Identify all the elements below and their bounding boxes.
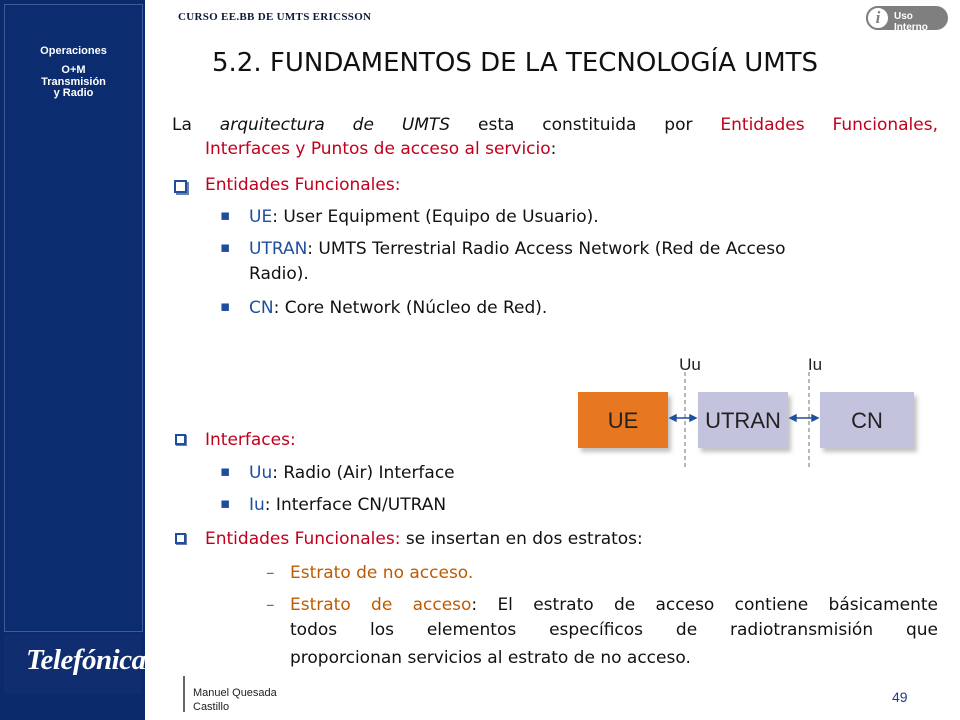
section3-heading-term: Entidades Funcionales: — [205, 529, 401, 549]
estrato-acceso-line-3: proporcionan servicios al estrato de no acceso. — [290, 648, 691, 668]
iu-arrow-icon — [790, 415, 818, 421]
info-icon: i — [866, 6, 890, 30]
square-bullet-icon: ▪ — [220, 462, 231, 480]
sidebar-transmision: Transmisión — [41, 76, 106, 88]
course-header: CURSO EE.BB DE UMTS ERICSSON — [178, 11, 372, 23]
page-number: 49 — [892, 689, 908, 705]
intro-line-2 — [205, 137, 556, 161]
square-bullet-icon: ▪ — [220, 238, 231, 256]
telefonica-logo: Telefónica — [26, 644, 146, 676]
uu-label: Uu — [679, 355, 701, 374]
page-title: 5.2. FUNDAMENTOS DE LA TECNOLOGÍA UMTS — [212, 48, 819, 78]
sidebar-operaciones: Operaciones — [40, 45, 107, 57]
desc-uu: : Radio (Air) Interface — [272, 463, 455, 483]
desc-iu: : Interface CN/UTRAN — [264, 495, 447, 515]
checkbox-bullet-icon — [174, 180, 187, 193]
architecture-diagram — [570, 348, 930, 476]
intro-entidades: Entidades Funcionales, — [720, 115, 938, 135]
cn-label: CN — [851, 408, 883, 433]
author-name-line2: Castillo — [193, 701, 230, 713]
intro-arch: arquitectura de UMTS — [219, 115, 451, 135]
dash-icon: – — [266, 595, 275, 615]
desc-ue: : User Equipment (Equipo de Usuario). — [272, 207, 599, 227]
term-iu: Iu — [249, 495, 265, 515]
term-utran: UTRAN — [249, 239, 308, 259]
square-bullet-icon: ▪ — [220, 297, 231, 315]
section1-item-utran-cont: Radio). — [249, 264, 309, 284]
desc-utran: : UMTS Terrestrial Radio Access Network (Red de Acceso — [307, 239, 786, 259]
uso-interno-badge — [866, 6, 948, 33]
term-cn: CN — [249, 298, 274, 318]
estrato-acceso-term: Estrato de acceso — [290, 595, 472, 615]
desc-cn: : Core Network (Núcleo de Red). — [273, 298, 548, 318]
section2-item-uu — [249, 461, 455, 485]
sidebar-om: O+M — [61, 64, 86, 76]
section2-item-iu — [249, 493, 446, 517]
term-uu: Uu — [249, 463, 273, 483]
footer-divider — [183, 676, 185, 712]
intro-line-1 — [172, 113, 938, 137]
intro-interfaces: Interfaces y Puntos de acceso al servicio — [205, 139, 551, 159]
square-bullet-icon: ▪ — [220, 206, 231, 224]
footer-author — [193, 686, 277, 714]
estrato-acceso-line-1 — [290, 593, 938, 617]
sidebar — [0, 0, 145, 720]
section3-heading-tail: se insertan en dos estratos: — [400, 529, 643, 549]
section1-heading: Entidades Funcionales: — [205, 175, 401, 195]
section1-item-utran — [249, 237, 786, 261]
sidebar-panel — [4, 4, 143, 632]
intro-la: La — [172, 115, 192, 135]
checkbox-bullet-icon — [175, 434, 186, 445]
uu-arrow-icon — [670, 415, 696, 421]
badge-label: Uso Interno — [894, 11, 928, 33]
intro-mid: esta constituida por — [478, 115, 693, 135]
utran-label: UTRAN — [705, 408, 781, 433]
section1-item-cn — [249, 296, 547, 320]
sidebar-y-radio: y Radio — [53, 87, 94, 99]
intro-colon: : — [550, 139, 557, 159]
estrato-acceso-desc: : El estrato de acceso contiene básicamente — [471, 595, 938, 615]
section2-heading: Interfaces: — [205, 430, 296, 450]
author-name-line1: Manuel Quesada — [193, 687, 277, 699]
checkbox-bullet-icon — [175, 533, 186, 544]
estrato-no-acceso: Estrato de no acceso. — [290, 563, 474, 583]
ue-label: UE — [607, 408, 639, 433]
square-bullet-icon: ▪ — [220, 494, 231, 512]
estrato-acceso-line-2: todos los elementos específicos de radiotransmisión que — [290, 620, 938, 640]
section3-heading — [205, 527, 643, 551]
dash-icon: – — [266, 563, 275, 583]
section1-item-ue — [249, 205, 599, 229]
iu-label: Iu — [807, 355, 823, 374]
term-ue: UE — [249, 207, 273, 227]
